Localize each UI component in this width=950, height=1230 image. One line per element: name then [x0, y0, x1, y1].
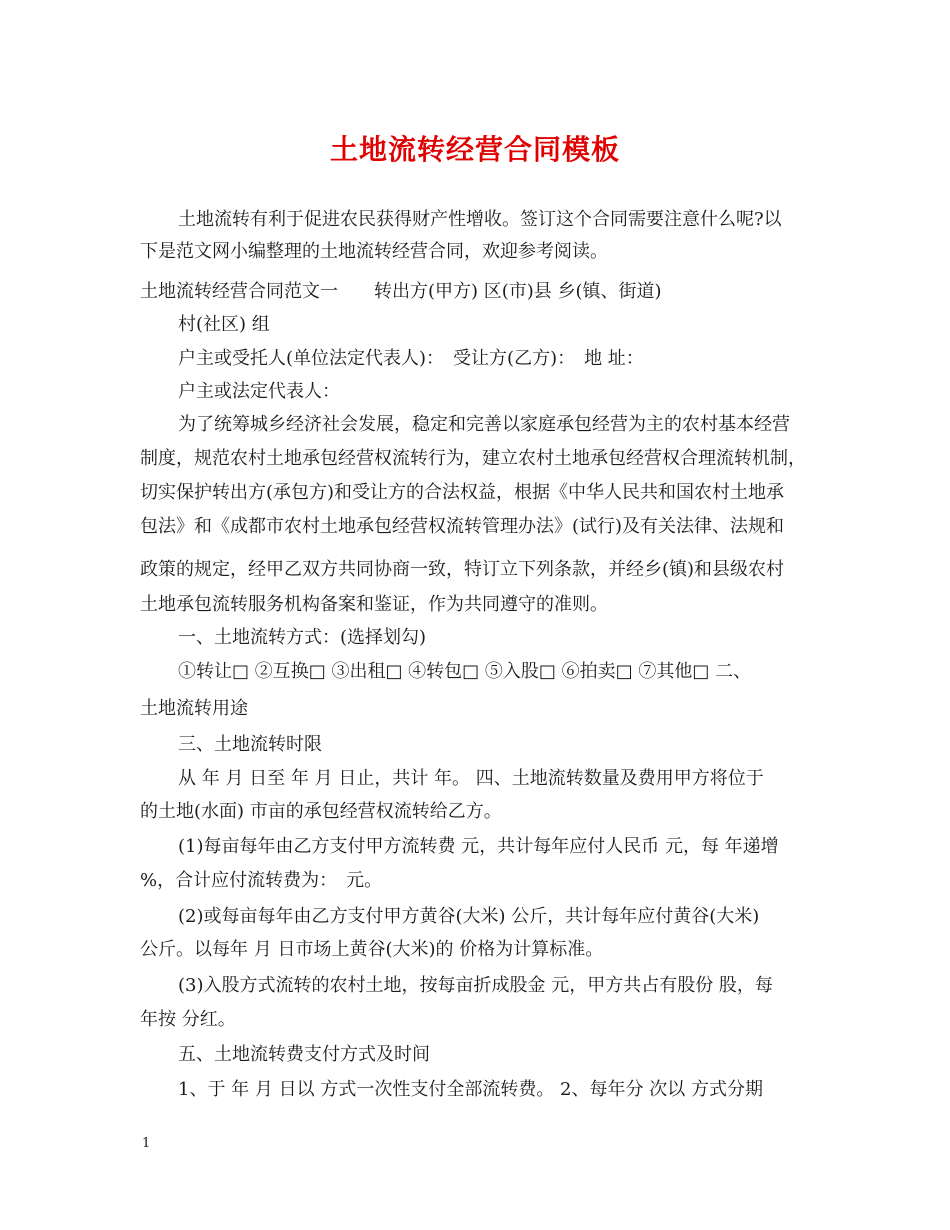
paragraph-line: 为了统筹城乡经济社会发展，稳定和完善以家庭承包经营为主的农村基本经营	[178, 414, 790, 435]
page-number: 1	[142, 1136, 151, 1151]
document-title: 土地流转经营合同模板	[329, 133, 620, 166]
paragraph-line: 一、土地流转方式：(选择划勾)	[178, 627, 427, 648]
paragraph-line: (2)或每亩每年由乙方支付甲方黄谷(大米) 公斤，共计每年应付黄谷(大米)	[178, 906, 760, 927]
paragraph-line: 土地承包流转服务机构备案和鉴证，作为共同遵守的准则。	[140, 594, 608, 615]
paragraph-line: (1)每亩每年由乙方支付甲方流转费 元，共计每年应付人民币 元，每 年递增	[178, 836, 779, 857]
paragraph-line: 村(社区) 组	[178, 314, 270, 335]
paragraph-line: 从 年 月 日至 年 月 日止，共计 年。 四、土地流转数量及费用甲方将位于	[178, 768, 764, 789]
paragraph-line: 制度，规范农村土地承包经营权流转行为，建立农村土地承包经营权合理流转机制，	[140, 448, 806, 469]
paragraph-line: %，合计应付流转费为： 元。	[140, 870, 383, 891]
paragraph-line: 政策的规定，经甲乙双方共同协商一致，特订立下列条款，并经乡(镇)和县级农村	[140, 559, 785, 580]
paragraph-line: 土地流转经营合同范文一 转出方(甲方) 区(市)县 乡(镇、街道)	[140, 281, 662, 302]
paragraph-line: 三、土地流转时限	[178, 734, 322, 755]
paragraph-line: 户主或受托人(单位法定代表人)： 受让方(乙方)： 地 址：	[178, 348, 644, 369]
paragraph-line: 土地流转有利于促进农民获得财产性增收。签订这个合同需要注意什么呢?以	[178, 209, 782, 230]
paragraph-line: 年按 分红。	[140, 1009, 236, 1030]
paragraph-line: 1、于 年 月 日以 方式一次性支付全部流转费。 2、每年分 次以 方式分期	[178, 1079, 763, 1100]
paragraph-line: 包法》和《成都市农村土地承包经营权流转管理办法》(试行)及有关法律、法规和	[140, 516, 785, 537]
paragraph-line: 户主或法定代表人：	[178, 381, 340, 402]
paragraph-line: 公斤。以每年 月 日市场上黄谷(大米)的 价格为计算标准。	[140, 939, 604, 960]
paragraph-line: 的土地(水面) 市亩的承包经营权流转给乙方。	[140, 801, 502, 822]
paragraph-line: (3)入股方式流转的农村土地，按每亩折成股金 元，甲方共占有股份 股，每	[178, 975, 773, 996]
paragraph-line: 切实保护转出方(承包方)和受让方的合法权益，根据《中华人民共和国农村土地承	[140, 482, 785, 503]
paragraph-line: 下是范文网小编整理的土地流转经营合同，欢迎参考阅读。	[140, 241, 608, 262]
checkbox-options-line: ①转让□ ②互换□ ③出租□ ④转包□ ⑤入股□ ⑥拍卖□ ⑦其他□ 二、	[178, 661, 752, 682]
paragraph-line: 土地流转用途	[140, 698, 248, 719]
paragraph-line: 五、土地流转费支付方式及时间	[178, 1044, 430, 1065]
